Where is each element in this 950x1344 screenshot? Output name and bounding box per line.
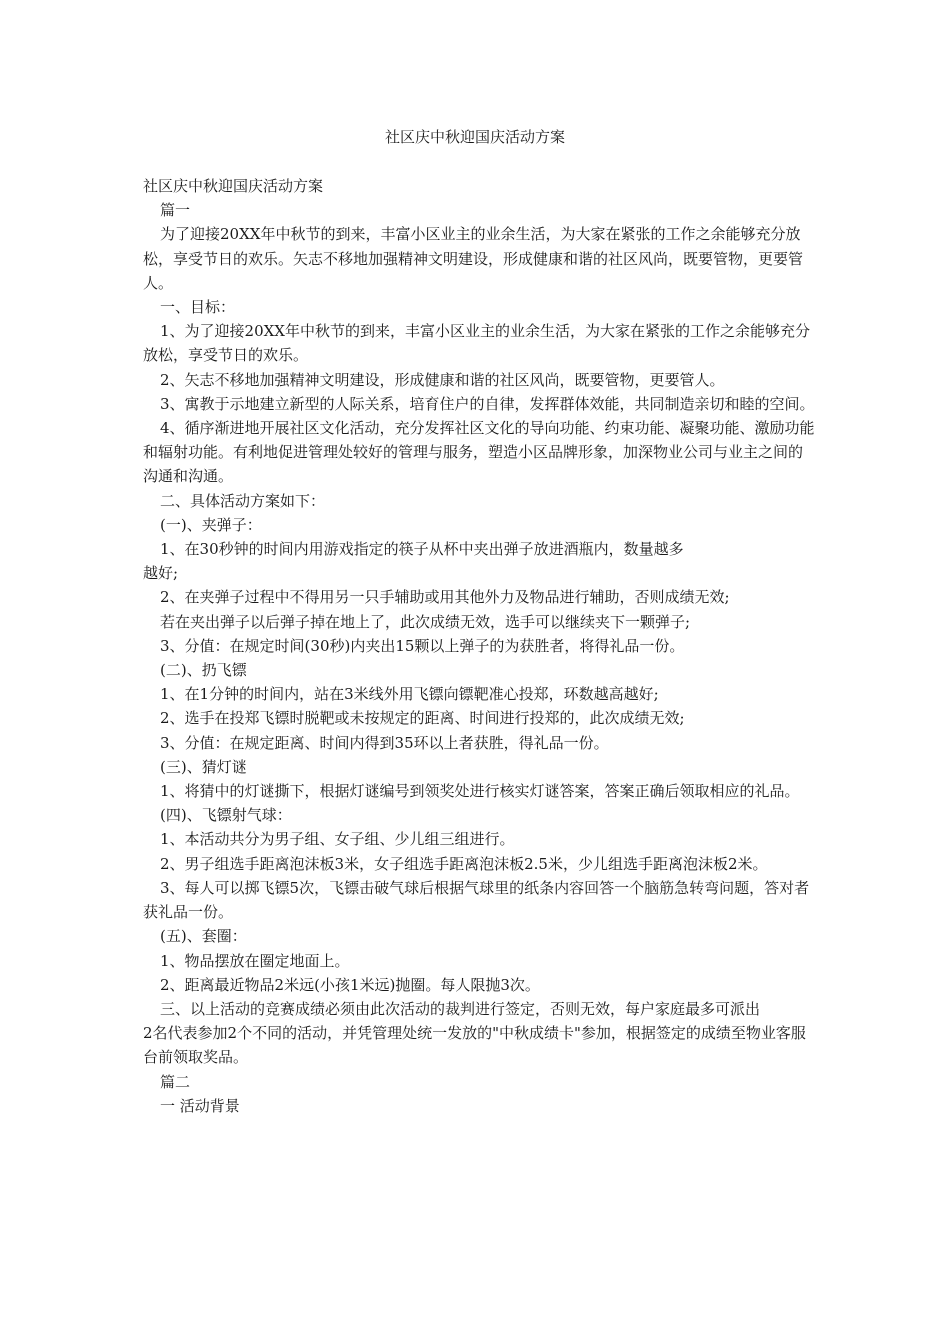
intro-paragraph: 为了迎接20XX年中秋节的到来，丰富小区业主的业余生活，为大家在紧张的工作之余能够充分放松，享受节日的欢乐。矢志不移地加强精神文明建设，形成健康和谐的社区风尚，既要管物，更要管人。 (143, 225, 804, 292)
marbles-rule-3: 3、分值：在规定时间(30秒)内夹出15颗以上弹子的为获胜者，将得礼品一份。 (160, 636, 685, 655)
marbles-rule-2: 2、在夹弹子过程中不得用另一只手辅助或用其他外力及物品进行辅助，否则成绩无效; (160, 588, 730, 607)
activity-heading-darts: (二)、扔飞镖 (160, 661, 247, 680)
section-label-part-two: 篇二 (160, 1072, 191, 1091)
section-heading-judging: 三、以上活动的竞赛成绩必须由此次活动的裁判进行签定，否则无效，每户家庭最多可派出 (160, 999, 761, 1018)
balloons-rule-3: 3、每人可以掷飞镖5次，飞镖击破气球后根据气球里的纸条内容回答一个脑筋急转弯问题，答对者获礼品一份。 (143, 878, 810, 922)
activity-heading-marbles: (一)、夹弹子： (160, 515, 262, 534)
section-heading-plan: 二、具体活动方案如下： (160, 491, 326, 510)
ring-toss-rule-2: 2、距离最近物品2米远(小孩1米远)抛圈。每人限抛3次。 (160, 975, 540, 994)
goal-item-1: 1、为了迎接20XX年中秋节的到来，丰富小区业主的业余生活，为大家在紧张的工作之余能够充分放松，享受节日的欢乐。 (143, 322, 810, 365)
darts-rule-1: 1、在1分钟的时间内，站在3米线外用飞镖向镖靶准心投郑，环数越高越好; (160, 685, 659, 704)
balloons-rule-1: 1、本活动共分为男子组、女子组、少儿组三组进行。 (160, 830, 515, 849)
document-body (143, 174, 815, 1118)
darts-rule-2: 2、选手在投郑飞镖时脱靶或未按规定的距离、时间进行投郑的，此次成绩无效; (160, 709, 685, 728)
section-label-part-one: 篇一 (160, 201, 191, 220)
goal-item-3: 3、寓教于示地建立新型的人际关系，培育住户的自律，发挥群体效能，共同制造亲切和睦的空间。 (160, 394, 815, 413)
marbles-rule-1: 1、在30秒钟的时间内用游戏指定的筷子从杯中夹出弹子放进酒瓶内，数量越多 (160, 540, 684, 559)
section-heading-goals: 一、目标： (160, 298, 236, 317)
marbles-rule-2-continued: 若在夹出弹子以后弹子掉在地上了，此次成绩无效，选手可以继续夹下一颗弹子; (160, 612, 691, 631)
riddles-rule-1: 1、将猜中的灯谜撕下，根据灯谜编号到领奖处进行核实灯谜答案，答案正确后领取相应的礼品。 (160, 782, 800, 801)
goal-item-2: 2、矢志不移地加强精神文明建设，形成健康和谐的社区风尚，既要管物，更要管人。 (160, 370, 725, 389)
marbles-rule-1-continued: 越好; (143, 564, 179, 583)
ring-toss-rule-1: 1、物品摆放在圈定地面上。 (160, 951, 350, 970)
goal-item-4: 4、循序渐进地开展社区文化活动，充分发挥社区文化的导向功能、约束功能、凝聚功能、激励功能和辐射功能。有利地促进管理处较好的管理与服务，塑造小区品牌形象，加深物业公司与业主之间的沟通和沟通。 (143, 419, 815, 486)
darts-rule-3: 3、分值：在规定距离、时间内得到35环以上者获胜，得礼品一份。 (160, 733, 609, 752)
activity-heading-balloons: (四)、飞镖射气球： (160, 806, 292, 825)
body-heading: 社区庆中秋迎国庆活动方案 (143, 177, 324, 195)
judging-paragraph-continued: 2名代表参加2个不同的活动，并凭管理处统一发放的"中秋成绩卡"参加，根据签定的成绩至物业客服台前领取奖品。 (143, 1024, 806, 1067)
document-title: 社区庆中秋迎国庆活动方案 (384, 128, 565, 146)
activity-heading-riddles: (三)、猜灯谜 (160, 757, 247, 776)
balloons-rule-2: 2、男子组选手距离泡沫板3米，女子组选手距离泡沫板2.5米，少儿组选手距离泡沫板2米。 (160, 854, 768, 873)
activity-heading-ring-toss: (五)、套圈： (160, 927, 247, 946)
section-heading-background: 一 活动背景 (160, 1096, 240, 1115)
